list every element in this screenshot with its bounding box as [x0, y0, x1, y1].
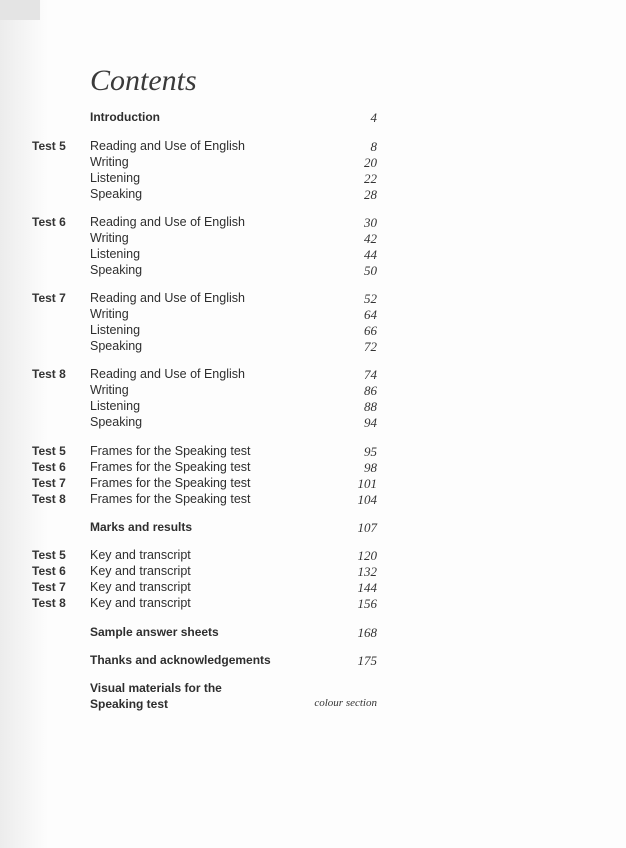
toc-entry-title: Frames for the Speaking test: [90, 444, 251, 458]
page-number: 120: [357, 548, 377, 563]
toc-row: [0, 492, 626, 508]
test-label: Test 7: [32, 476, 66, 490]
page-number: 175: [357, 653, 377, 668]
page-number: 94: [364, 415, 377, 430]
toc-row: [0, 653, 626, 669]
page-number: colour section: [314, 697, 377, 709]
page-number: 104: [357, 492, 377, 507]
toc-entry-title: Speaking: [90, 339, 143, 353]
page-number: 20: [364, 155, 377, 170]
page-number: 50: [364, 263, 377, 278]
toc-entry-title: Reading and Use of English: [90, 215, 245, 229]
test-label: Test 5: [32, 548, 66, 562]
test-label: Test 6: [32, 460, 66, 474]
test-label: Test 6: [32, 564, 66, 578]
toc-entry-title: Introduction: [90, 110, 160, 124]
toc-row: [0, 139, 626, 155]
toc-entry-title: Key and transcript: [90, 596, 191, 610]
test-label: Test 5: [32, 444, 66, 458]
toc-entry-title: Listening: [90, 323, 141, 337]
toc-entry-title: Speaking: [90, 415, 143, 429]
toc-row: [0, 460, 626, 476]
test-label: Test 8: [32, 492, 66, 506]
toc-row: [0, 263, 626, 279]
page-number: 86: [364, 383, 377, 398]
toc-row: [0, 399, 626, 415]
toc-entry-title: Writing: [90, 383, 129, 397]
page-title: Contents: [90, 64, 197, 97]
page-number: 8: [370, 139, 377, 154]
toc-entry-title: Listening: [90, 399, 141, 413]
toc-row: [0, 187, 626, 203]
toc-row: [0, 681, 626, 697]
toc-entry-title: Reading and Use of English: [90, 139, 245, 153]
toc-row: [0, 155, 626, 171]
toc-entry-title: Writing: [90, 231, 129, 245]
toc-entry-title: Key and transcript: [90, 548, 191, 562]
page-number: 28: [364, 187, 377, 202]
toc-row: [0, 476, 626, 492]
toc-entry-title: Listening: [90, 171, 141, 185]
page-number: 66: [364, 323, 377, 338]
page-number: 44: [364, 247, 377, 262]
toc-row: [0, 323, 626, 339]
toc-row: [0, 580, 626, 596]
toc-row: [0, 110, 626, 126]
toc-row: [0, 215, 626, 231]
toc-entry-title: Listening: [90, 247, 141, 261]
toc-entry-title: Speaking: [90, 187, 143, 201]
toc-row: [0, 307, 626, 323]
test-label: Test 7: [32, 291, 66, 305]
page-number: 156: [357, 596, 377, 611]
toc-row: [0, 339, 626, 355]
toc-row: [0, 444, 626, 460]
page-number: 88: [364, 399, 377, 414]
toc-entry-title: Frames for the Speaking test: [90, 476, 251, 490]
toc-row: [0, 383, 626, 399]
toc-row: [0, 548, 626, 564]
toc-row: [0, 291, 626, 307]
toc-entry-title: Speaking: [90, 263, 143, 277]
page-number: 72: [364, 339, 377, 354]
toc-entry-title: Sample answer sheets: [90, 625, 219, 639]
toc-entry-title: Speaking test: [90, 697, 169, 711]
page-number: 4: [370, 110, 377, 125]
page-number: 52: [364, 291, 377, 306]
test-label: Test 8: [32, 596, 66, 610]
toc-entry-title: Key and transcript: [90, 580, 191, 594]
toc-entry-title: Frames for the Speaking test: [90, 460, 251, 474]
toc-row: [0, 415, 626, 431]
toc-entry-title: Reading and Use of English: [90, 291, 245, 305]
page-number: 42: [364, 231, 377, 246]
toc-row: [0, 520, 626, 536]
page-number: 132: [357, 564, 377, 579]
toc-entry-title: Thanks and acknowledgements: [90, 653, 271, 667]
toc-row: [0, 247, 626, 263]
toc-entry-title: Writing: [90, 155, 129, 169]
page-number: 74: [364, 367, 377, 382]
toc-row: [0, 231, 626, 247]
toc-entry-title: Frames for the Speaking test: [90, 492, 251, 506]
toc-entry-title: Writing: [90, 307, 129, 321]
page-number: 64: [364, 307, 377, 322]
toc-row: [0, 596, 626, 612]
page-number: 98: [364, 460, 377, 475]
toc-row: [0, 564, 626, 580]
toc-entry-title: Key and transcript: [90, 564, 191, 578]
page-number: 22: [364, 171, 377, 186]
test-label: Test 6: [32, 215, 66, 229]
page-number: 168: [357, 625, 377, 640]
page-number: 95: [364, 444, 377, 459]
page-number: 101: [357, 476, 377, 491]
toc-entry-title: Marks and results: [90, 520, 193, 534]
page-number: 107: [357, 520, 377, 535]
toc-row: [0, 367, 626, 383]
test-label: Test 8: [32, 367, 66, 381]
page-number: 30: [364, 215, 377, 230]
toc-row: [0, 171, 626, 187]
toc-entry-title: Visual materials for the: [90, 681, 222, 695]
toc-entry-title: Reading and Use of English: [90, 367, 245, 381]
test-label: Test 7: [32, 580, 66, 594]
page-number: 144: [357, 580, 377, 595]
toc-row: [0, 625, 626, 641]
toc-row: [0, 697, 626, 713]
test-label: Test 5: [32, 139, 66, 153]
